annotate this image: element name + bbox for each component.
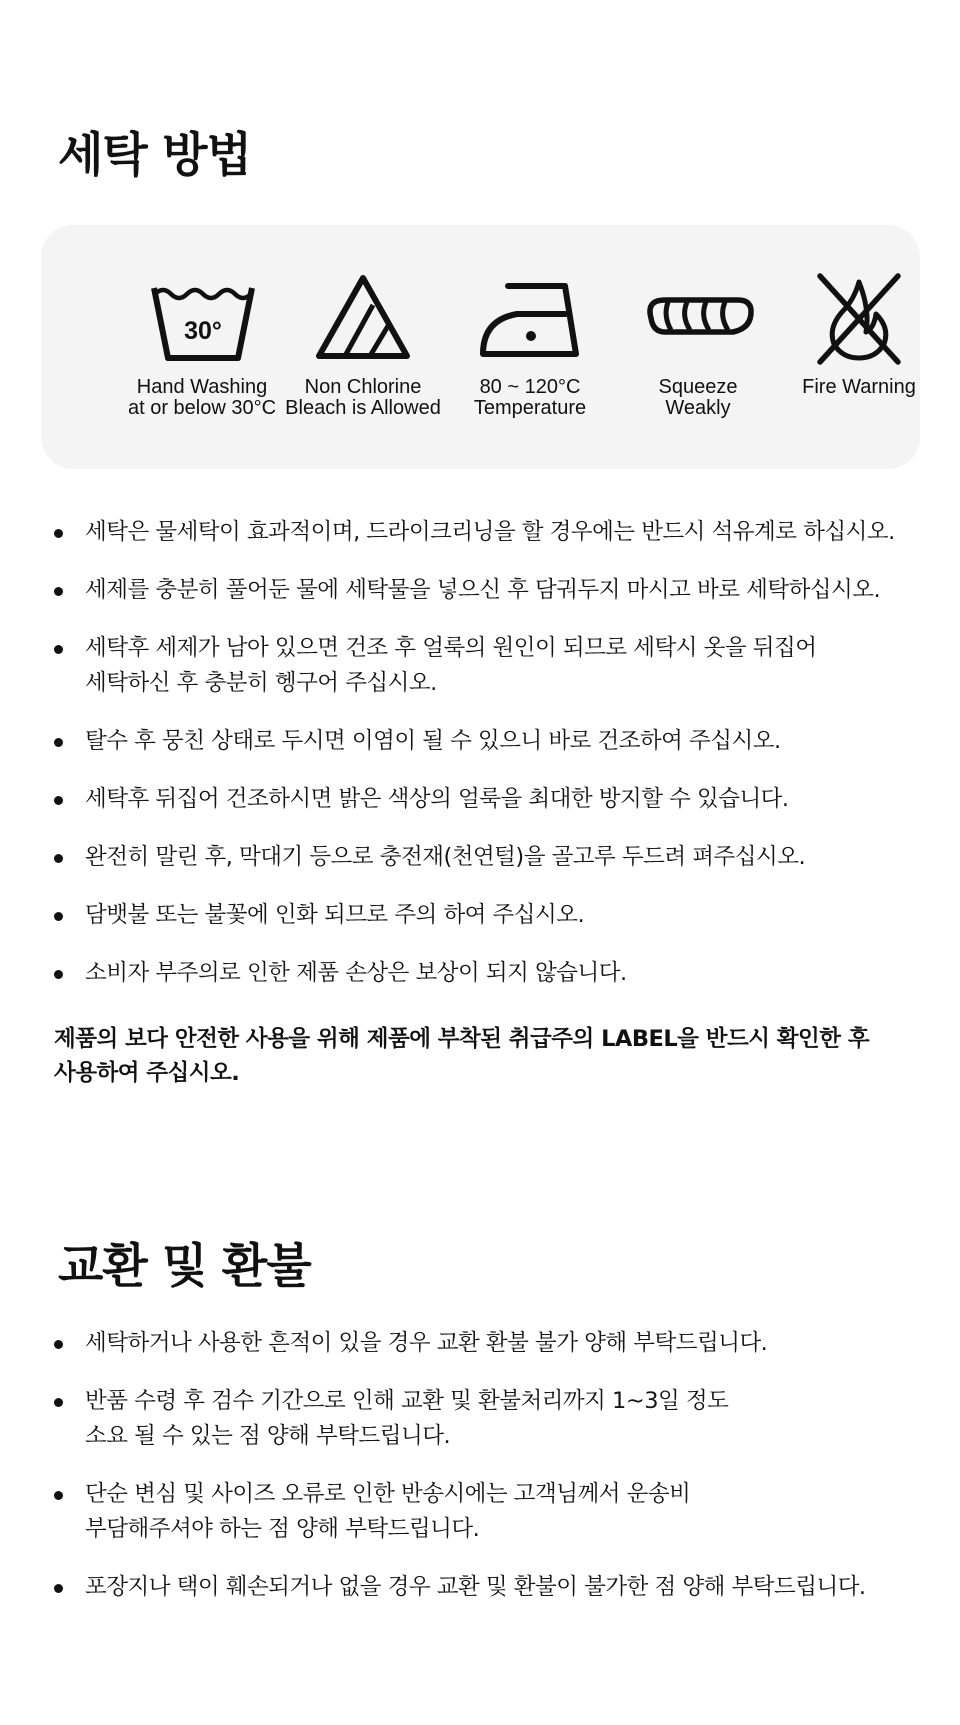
fire-warning-icon — [774, 270, 944, 368]
list-item: 탈수 후 뭉친 상태로 두시면 이염이 될 수 있으니 바로 건조하여 주십시오. — [52, 724, 895, 759]
care-symbol-label: Non Chlorine Bleach is Allowed — [285, 376, 441, 419]
list-item: 포장지나 택이 훼손되거나 없을 경우 교환 및 환불이 불가한 점 양해 부탁드립니다. — [52, 1570, 866, 1605]
list-item: 담뱃불 또는 불꽃에 인화 되므로 주의 하여 주십시오. — [52, 898, 895, 933]
iron-temperature-icon — [445, 270, 615, 368]
care-symbols-panel — [41, 225, 920, 469]
label-check-notice: 제품의 보다 안전한 사용을 위해 제품에 부착된 취급주의 LABEL을 반드시 확인한 후 사용하여 주십시오. — [54, 1026, 870, 1086]
list-item: 소비자 부주의로 인한 제품 손상은 보상이 되지 않습니다. — [52, 956, 895, 991]
refund-policy-list — [52, 1326, 866, 1605]
list-item: 세탁후 뒤집어 건조하시면 밝은 색상의 얼룩을 최대한 방지할 수 있습니다. — [52, 782, 895, 817]
care-symbol-label: 80 ~ 120°C Temperature — [473, 376, 587, 419]
care-symbol-label: Fire Warning — [802, 376, 916, 398]
list-item: 반품 수령 후 검수 기간으로 인해 교환 및 환불처리까지 1~3일 정도 소요 될 수 있는 점 양해 부탁드립니다. — [52, 1384, 866, 1454]
list-item: 세탁하거나 사용한 흔적이 있을 경우 교환 환불 불가 양해 부탁드립니다. — [52, 1326, 866, 1361]
list-item: 세제를 충분히 풀어둔 물에 세탁물을 넣으신 후 담궈두지 마시고 바로 세탁하십시오. — [52, 573, 895, 608]
care-instructions-list — [52, 515, 895, 991]
refund-section-title: 교환 및 환불 — [58, 1239, 311, 1294]
care-symbol-label: Hand Washing at or below 30°C — [127, 376, 277, 419]
care-section-title: 세탁 방법 — [58, 128, 251, 183]
wash-temperature-text: 30° — [184, 317, 222, 345]
list-item: 완전히 말린 후, 막대기 등으로 충전재(천연털)을 골고루 두드려 펴주십시오. — [52, 840, 895, 875]
non-chlorine-bleach-icon — [278, 270, 448, 368]
list-item: 세탁후 세제가 남아 있으면 건조 후 얼룩의 원인이 되므로 세탁시 옷을 뒤집어 세탁하신 후 충분히 헹구어 주십시오. — [52, 631, 895, 701]
list-item: 세탁은 물세탁이 효과적이며, 드라이크리닝을 할 경우에는 반드시 석유계로 하십시오. — [52, 515, 895, 550]
care-symbol-label: Squeeze Weakly — [658, 376, 738, 419]
hand-wash-30-icon — [117, 270, 287, 368]
list-item: 단순 변심 및 사이즈 오류로 인한 반송시에는 고객님께서 운송비 부담해주셔야 하는 점 양해 부탁드립니다. — [52, 1477, 866, 1547]
squeeze-weakly-icon — [613, 270, 783, 368]
